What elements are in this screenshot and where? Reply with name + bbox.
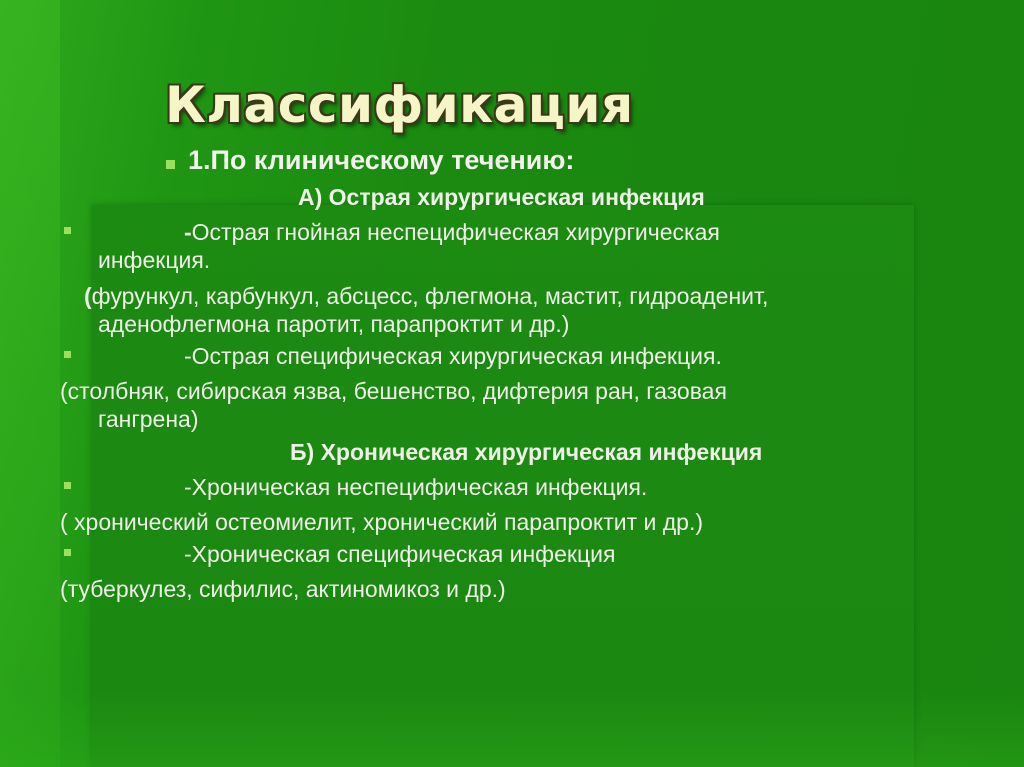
item-1-line-1: -Острая гнойная неспецифическая хирургическая xyxy=(184,219,720,245)
item-4-examples: (туберкулез, сифилис, актиномикоз и др.) xyxy=(60,576,506,602)
subheading-b: Б) Хроническая хирургическая инфекция xyxy=(290,439,763,465)
bullet-icon xyxy=(64,227,71,234)
item-3-examples: ( хронический остеомиелит, хронический парапроктит и др.) xyxy=(60,509,704,535)
bullet-icon xyxy=(64,549,71,556)
item-1-examples-line-2: аденофлегмона паротит, парапроктит и др.) xyxy=(98,311,570,337)
slide-title: Классификация xyxy=(165,76,634,134)
item-1-line-2: инфекция. xyxy=(98,247,211,273)
section-heading: 1.По клиническому течению: xyxy=(188,145,575,175)
bullet-icon xyxy=(166,160,175,169)
bullet-icon xyxy=(64,482,71,489)
item-2-examples-line-2: гангрена) xyxy=(98,406,199,432)
background-stripe xyxy=(0,0,60,767)
item-3: -Хроническая неспецифическая инфекция. xyxy=(184,474,648,500)
item-2-examples-line-1: (столбняк, сибирская язва, бешенство, дифтерия ран, газовая xyxy=(60,378,727,404)
bullet-icon xyxy=(64,351,71,358)
background-bottom-glow xyxy=(0,690,1024,767)
subheading-a: А) Острая хирургическая инфекция xyxy=(298,184,705,210)
item-2: -Острая специфическая хирургическая инфекция. xyxy=(184,343,722,369)
item-1-examples-line-1: (фурункул, карбункул, абсцесс, флегмона, мастит, гидроаденит, xyxy=(84,283,769,309)
item-4: -Хроническая специфическая инфекция xyxy=(184,541,616,567)
